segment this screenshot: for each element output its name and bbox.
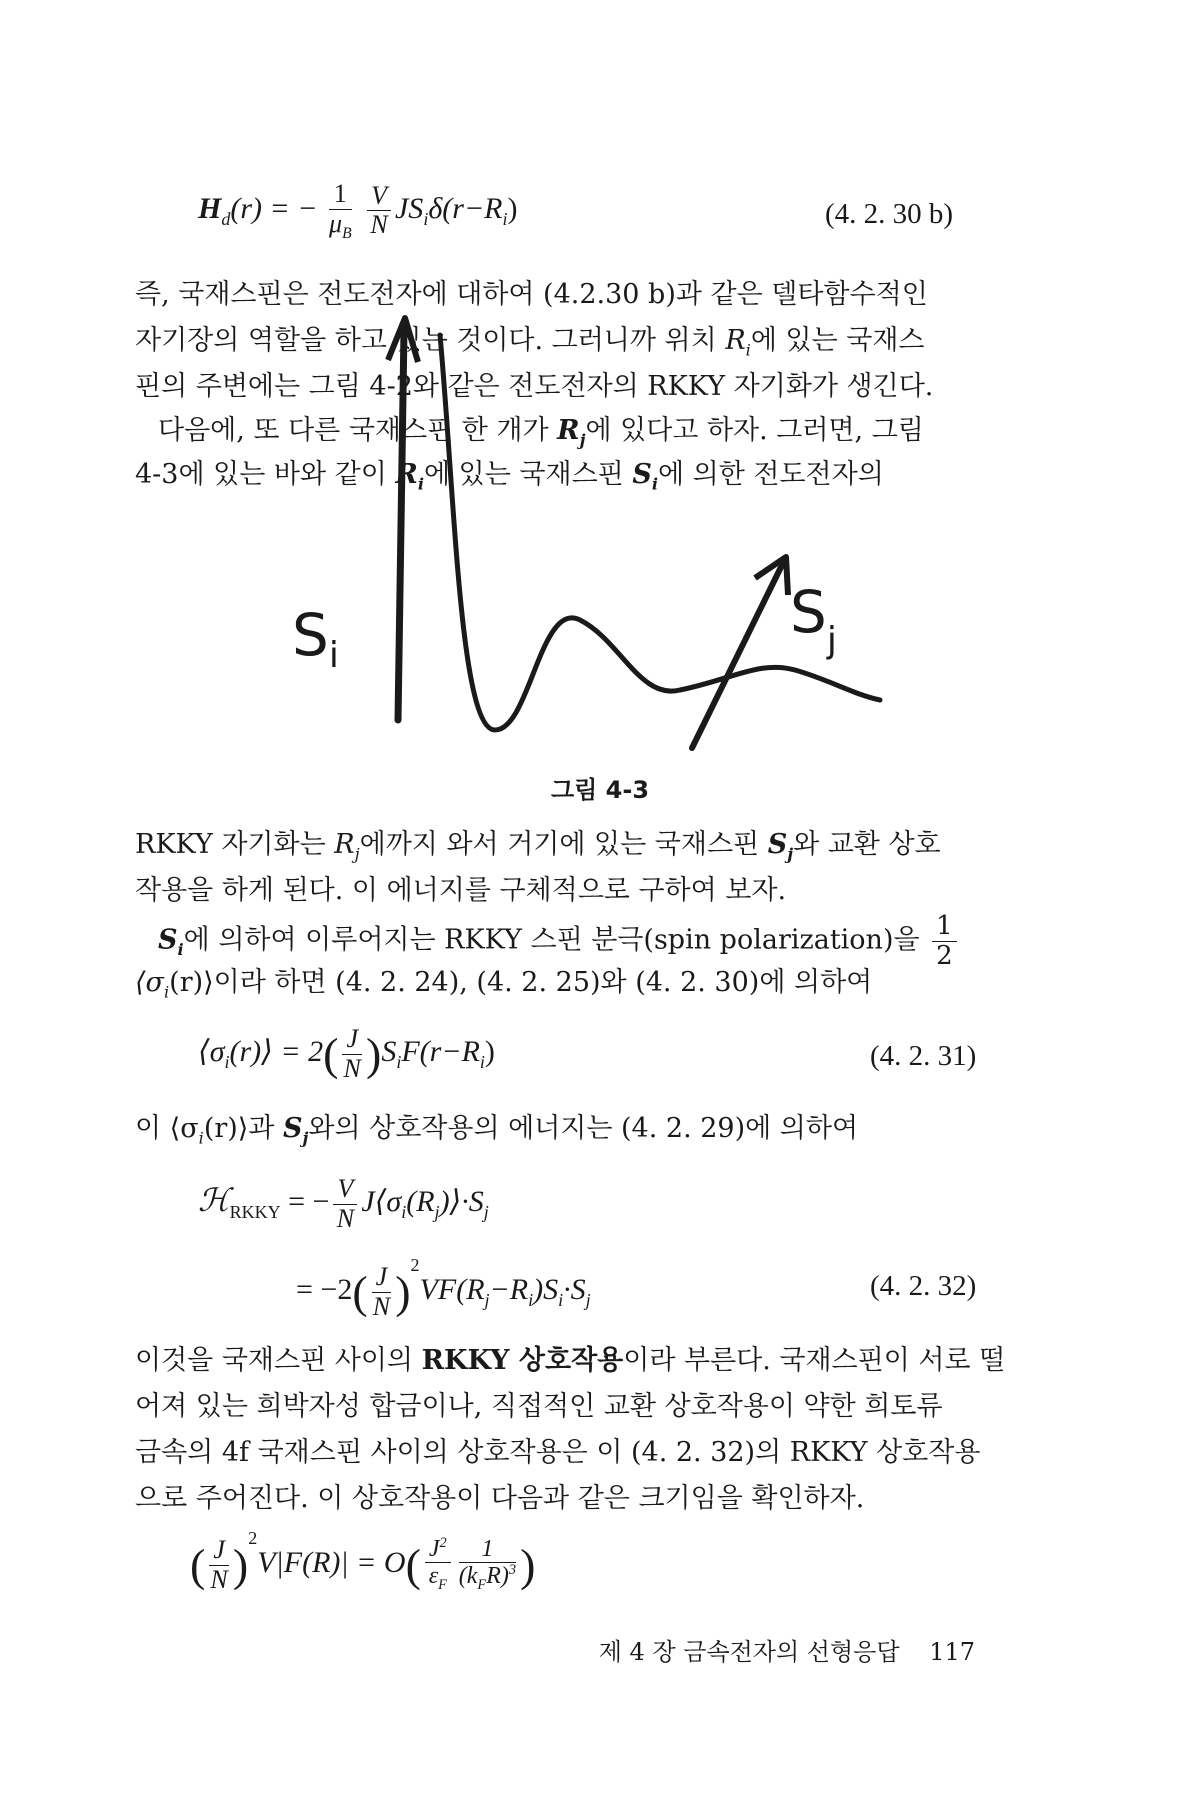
eq-text: = − <box>280 1184 330 1218</box>
text: (r)⟩이라 하면 (4. 2. 24), (4. 2. 25)와 (4. 2. 30)에 의하여 <box>169 967 873 998</box>
text: (r)⟩과 <box>203 1113 284 1144</box>
paren-open: ( <box>352 1266 368 1318</box>
bold-term: RKKY 상호작용 <box>421 1345 624 1376</box>
eq-sub: j <box>585 1290 591 1310</box>
paragraph-6-line-3: 금속의 4f 국재스핀 사이의 상호작용은 이 (4. 2. 32)의 RKKY 상호작용 <box>135 1437 981 1468</box>
eq-sub: j <box>434 1201 440 1222</box>
sub: i <box>198 1128 204 1148</box>
num-sup: 2 <box>439 1535 447 1552</box>
text: 와의 상호작용의 에너지는 (4. 2. 29)에 의하여 <box>308 1113 859 1144</box>
page-number: 117 <box>929 1638 975 1666</box>
eq-sub: i <box>528 1290 534 1310</box>
text: 에 있다고 하자. 그러면, 그림 <box>585 415 924 446</box>
sub: j <box>354 844 360 864</box>
numerator: V <box>333 1175 357 1205</box>
var: S <box>632 459 652 490</box>
den-sub: F <box>477 1577 487 1594</box>
eq-text: (r)⟩ = 2 <box>229 1034 324 1068</box>
fraction <box>372 1263 392 1321</box>
denominator <box>459 1563 516 1594</box>
fraction <box>342 1025 362 1083</box>
fraction <box>459 1536 516 1594</box>
eq-text: V|F(R)| = O <box>257 1546 406 1579</box>
eq-text: ℋ <box>198 1181 230 1218</box>
label-si <box>292 601 339 676</box>
text: 4-3에 있는 바와 같이 <box>135 459 396 490</box>
paren-close: ) <box>520 1539 536 1591</box>
var: R <box>557 415 580 446</box>
eq-text: J⟨σ <box>361 1184 402 1218</box>
text: 에 의한 전도전자의 <box>657 459 884 490</box>
equation-4-2-31 <box>198 1025 495 1083</box>
si-letter: S <box>292 601 329 669</box>
fraction <box>209 1536 229 1594</box>
eq-sub: i <box>558 1290 564 1310</box>
paren-close: ) <box>395 1266 411 1318</box>
eq-text: ) <box>484 1034 495 1068</box>
denominator: N <box>372 1291 391 1321</box>
si-sub: i <box>328 635 339 676</box>
chapter-title: 제 4 장 금속전자의 선형응답 <box>598 1638 900 1666</box>
var: R <box>395 459 418 490</box>
eq-text: −R <box>489 1273 529 1306</box>
label-sj <box>790 578 837 661</box>
text: 이라 부른다. 국재스핀이 서로 떨 <box>623 1345 1006 1376</box>
text: 이 ⟨σ <box>135 1113 199 1144</box>
eq-sub: i <box>224 1051 230 1072</box>
text: 에까지 와서 거기에 있는 국재스핀 <box>359 829 768 860</box>
sub: j <box>579 430 586 450</box>
eq-text: (R <box>406 1184 435 1218</box>
var: S <box>158 924 178 956</box>
eq-sub: i <box>396 1051 402 1072</box>
denominator: N <box>343 1053 361 1083</box>
paren-close: ) <box>232 1539 249 1591</box>
eq-text: S <box>381 1034 397 1068</box>
den-sub: F <box>438 1577 447 1594</box>
paren-close: ) <box>366 1028 382 1080</box>
denominator: N <box>336 1203 355 1233</box>
eq-sub: d <box>221 208 231 229</box>
numerator: V <box>367 182 391 212</box>
num-text: J <box>428 1536 440 1563</box>
eq-text: ⟨σ <box>198 1034 225 1068</box>
equation-magnitude <box>190 1528 535 1594</box>
denominator <box>425 1563 451 1594</box>
si-arrow-line <box>398 330 404 720</box>
eq-text: = −2 <box>296 1273 353 1306</box>
text: 이것을 국재스핀 사이의 <box>135 1345 422 1376</box>
sj-arrow-line <box>692 565 782 748</box>
eq-sub: RKKY <box>229 1201 281 1222</box>
den-text: (k <box>458 1563 478 1590</box>
denominator: N <box>370 210 388 240</box>
paragraph-6-line-2: 어져 있는 희박자성 합금이나, 직접적인 교환 상호작용이 약한 희토류 <box>135 1391 943 1422</box>
den-sup: 3 <box>508 1562 517 1579</box>
text: 에 의하여 이루어지는 RKKY 스핀 분극(spin polarization)을 <box>183 924 929 956</box>
fraction-half <box>932 912 957 970</box>
eq-text: ) <box>507 191 518 225</box>
rkky-wave <box>440 335 880 730</box>
sub: i <box>417 474 424 494</box>
numerator: 1 <box>329 180 352 210</box>
figure-4-3 <box>0 0 1200 800</box>
sj-sub: j <box>826 620 837 661</box>
text: ⟨σ <box>135 967 164 998</box>
eq-sub: i <box>502 208 508 229</box>
text: 자기장의 역할을 하고 있는 것이다. 그러니까 위치 <box>135 325 726 356</box>
den-text: ε <box>428 1563 439 1590</box>
text: 다음에, 또 다른 국재스핀 한 개가 <box>158 415 558 446</box>
fraction <box>333 1175 357 1233</box>
sj-letter: S <box>790 578 827 646</box>
paren-open: ( <box>323 1028 339 1080</box>
eq-text: (r) = − <box>230 191 318 225</box>
denominator: N <box>210 1564 228 1594</box>
numerator: 1 <box>459 1536 516 1563</box>
equation-4-2-32-line-1 <box>198 1175 489 1233</box>
eq-var: H <box>198 191 222 225</box>
numerator: J <box>342 1025 362 1055</box>
sub: i <box>651 474 658 494</box>
sub: i <box>745 340 751 360</box>
equation-number: (4. 2. 32) <box>870 1270 977 1302</box>
eq-text: )⟩·S <box>439 1184 484 1218</box>
paren-open: ( <box>405 1539 421 1591</box>
den-sub: B <box>342 224 352 242</box>
den-text: μ <box>329 208 343 238</box>
paren-open: ( <box>190 1539 206 1591</box>
eq-text: VF(R <box>419 1273 485 1306</box>
eq-text: )S <box>533 1273 559 1306</box>
paragraph-4-line-2 <box>135 960 872 1014</box>
paragraph-5-line-1 <box>135 1106 858 1160</box>
eq-exp: 2 <box>248 1528 258 1548</box>
eq-sub: j <box>483 1201 489 1222</box>
eq-sub: i <box>479 1051 485 1072</box>
paragraph-1-line-1: 즉, 국재스핀은 전도전자에 대하여 (4.2.30 b)과 같은 델타함수적인 <box>135 279 928 310</box>
figure-caption: 그림 4-3 <box>550 776 650 804</box>
var: R <box>725 325 746 356</box>
equation-number: (4. 2. 31) <box>870 1040 977 1072</box>
text: 에 있는 국재스핀 <box>424 459 633 490</box>
page-footer <box>599 1632 975 1667</box>
eq-sub: i <box>401 1201 407 1222</box>
sub: i <box>163 982 170 1002</box>
text: 와 교환 상호 <box>793 829 941 860</box>
paragraph-6-line-1 <box>135 1338 1005 1383</box>
eq-sub: j <box>484 1290 490 1310</box>
var: S <box>283 1113 303 1144</box>
eq-text: δ(r−R <box>428 191 503 225</box>
var: R <box>334 829 355 860</box>
numerator <box>425 1536 451 1563</box>
sub: i <box>177 939 184 959</box>
eq-text: JS <box>394 191 424 225</box>
den-text: R) <box>486 1563 509 1590</box>
paragraph-6-line-4: 으로 주어진다. 이 상호작용이 다음과 같은 크기임을 확인하자. <box>135 1483 865 1514</box>
equation-4-2-32-line-2 <box>296 1255 591 1321</box>
text: RKKY 자기화는 <box>135 829 335 860</box>
eq-exp: 2 <box>410 1255 420 1275</box>
fraction <box>425 1536 451 1594</box>
numerator: 1 <box>932 912 957 942</box>
sub: j <box>302 1128 309 1148</box>
eq-text: ·S <box>563 1273 586 1306</box>
paragraph-1-line-3: 핀의 주변에는 그림 4-2와 같은 전도전자의 RKKY 자기화가 생긴다. <box>135 371 934 402</box>
numerator: J <box>372 1263 392 1293</box>
var: S <box>767 829 788 860</box>
numerator: J <box>209 1536 229 1566</box>
paragraph-3-line-2: 작용을 하게 된다. 이 에너지를 구체적으로 구하여 보자. <box>135 875 787 906</box>
eq-text: F(r−R <box>401 1034 480 1068</box>
text: 에 있는 국재스 <box>750 325 925 356</box>
equation-number: (4. 2. 30 b) <box>825 198 954 230</box>
sub: j <box>787 844 794 864</box>
eq-sub: i <box>423 208 429 229</box>
denominator: 2 <box>936 940 953 971</box>
